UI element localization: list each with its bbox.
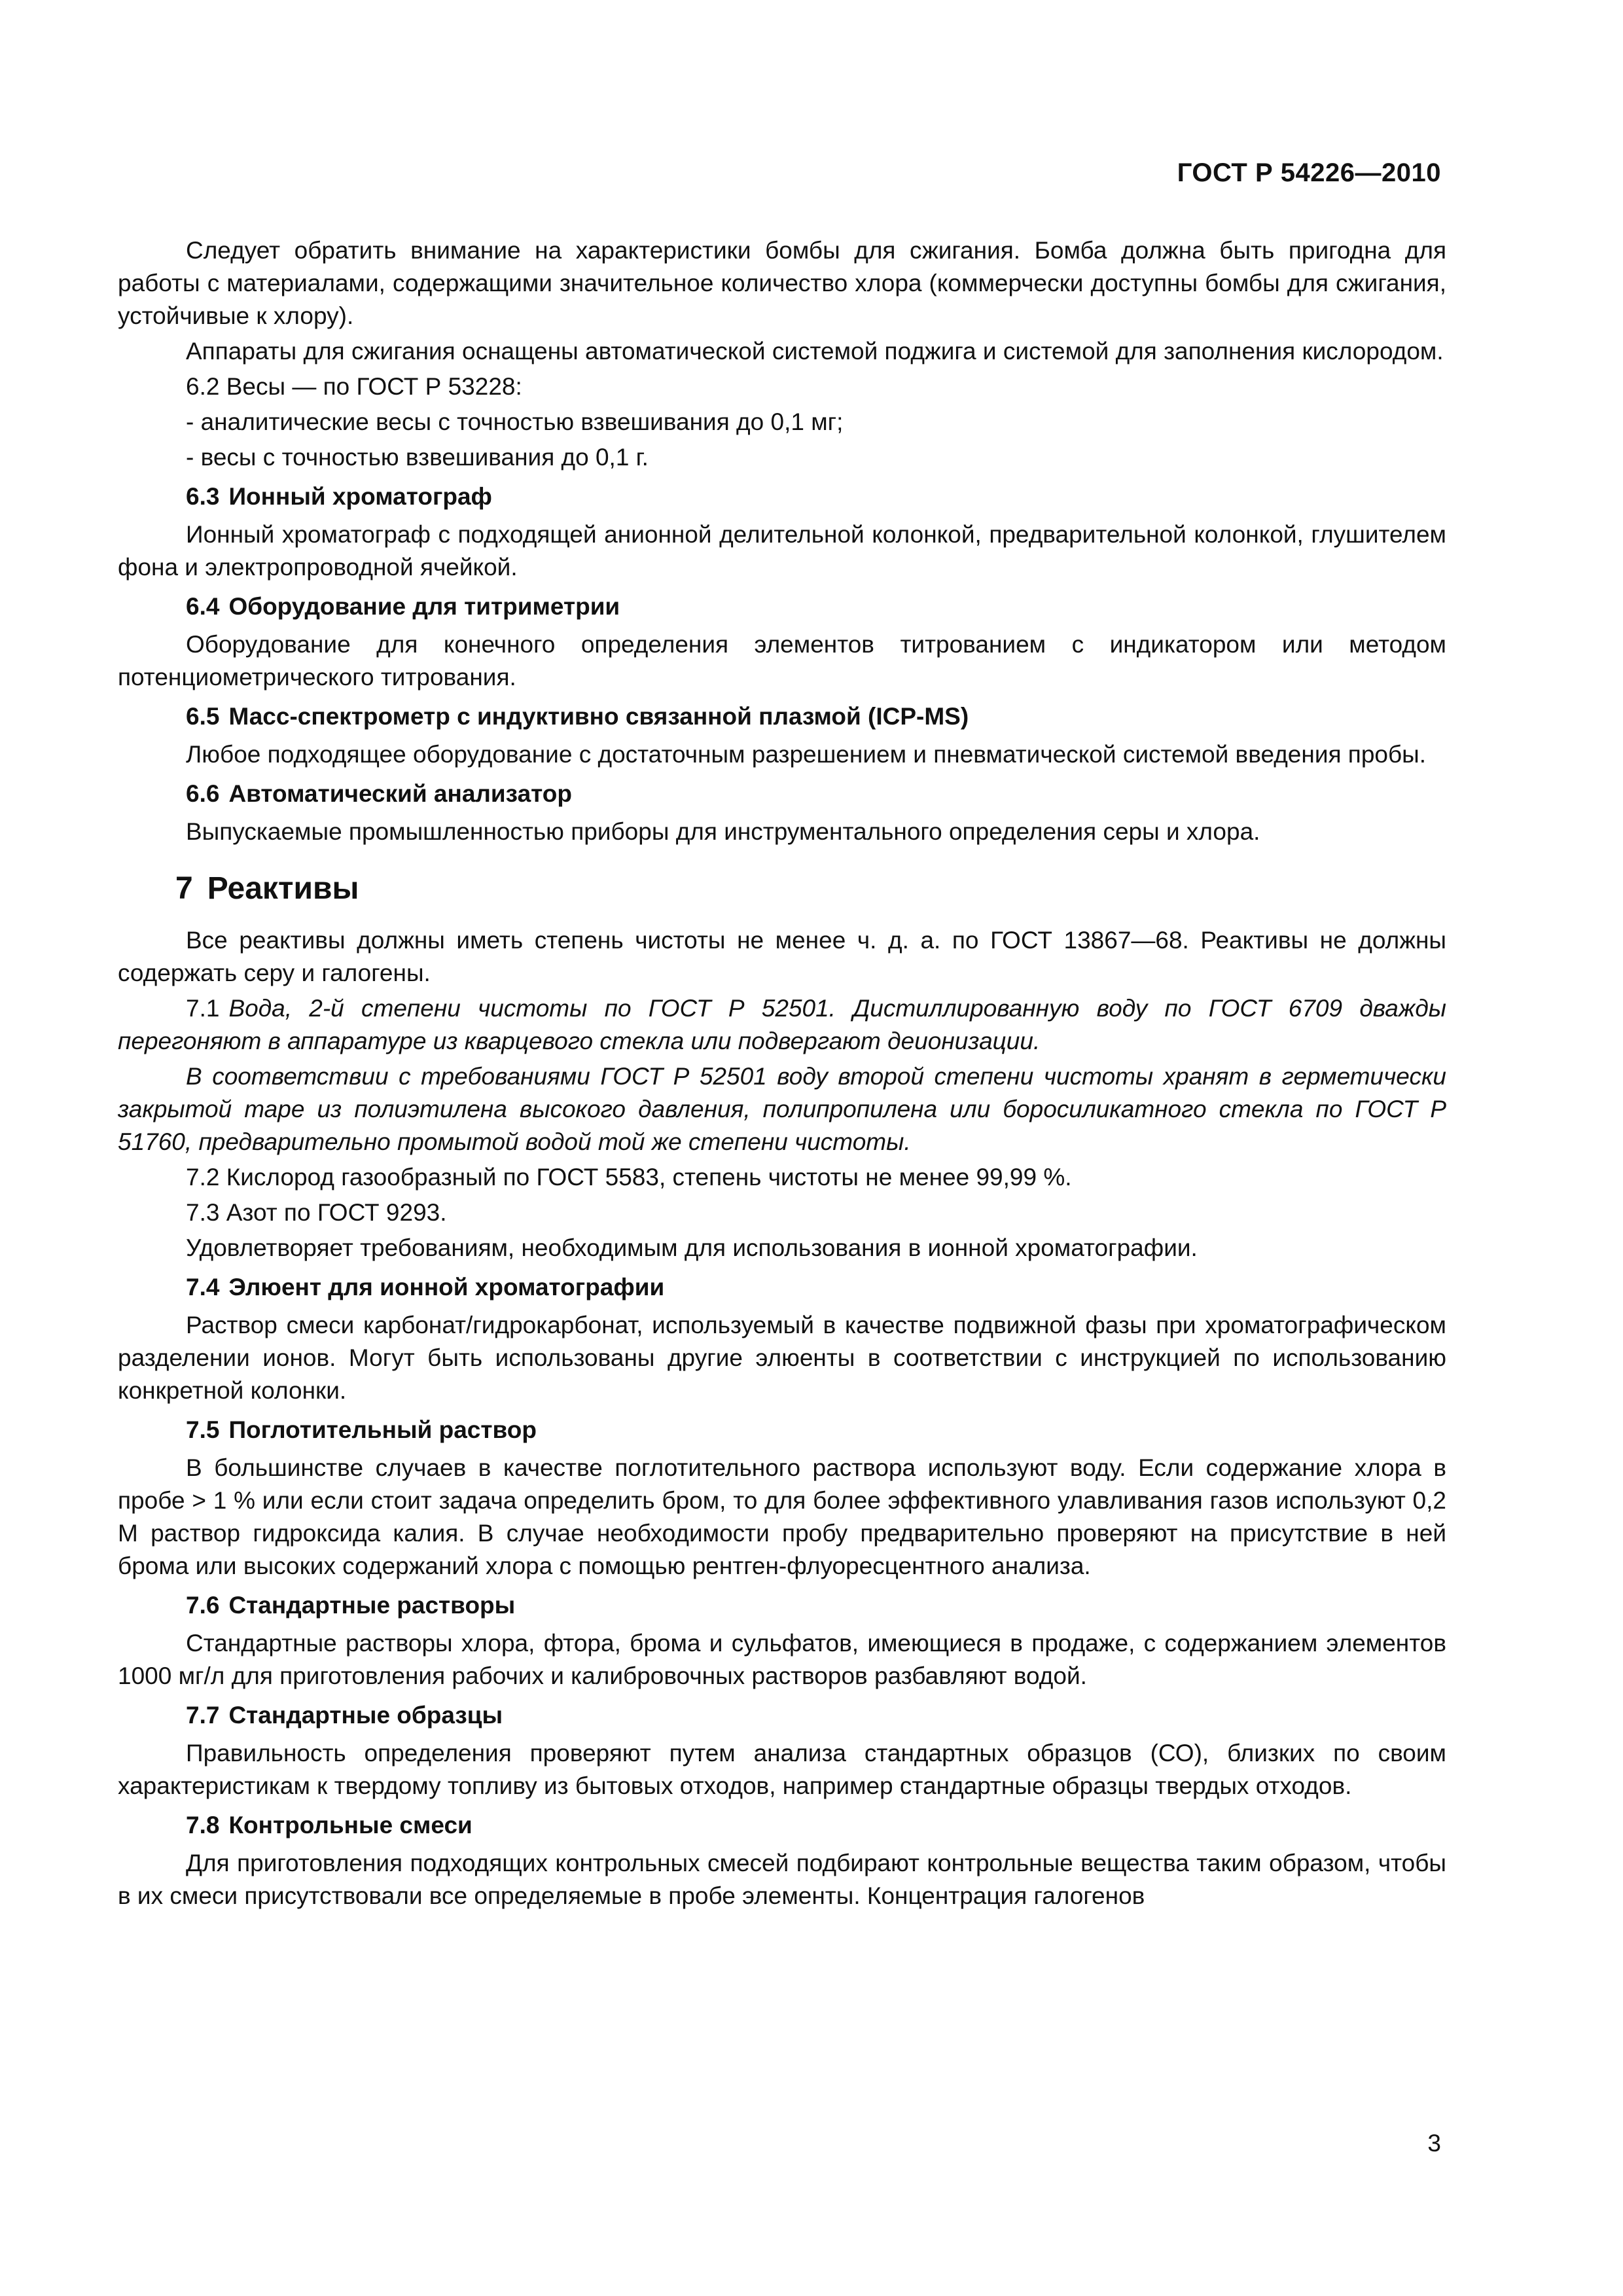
paragraph: В соответствии с требованиями ГОСТ Р 52501 воду второй степени чистоты хранят в герметически закрытой таре из полиэтилена высокого давления, полипропилена или боросиликатного стекла по ГОСТ Р 51760, предварительно промытой водой той же степени чистоты.: [118, 1063, 1446, 1155]
heading-text: Поглотительный раствор: [228, 1416, 537, 1443]
paragraph: Стандартные растворы хлора, фтора, брома и сульфатов, имеющиеся в продаже, с содержанием элементов 1000 мг/л для приготовления рабочих и калибровочных растворов разбавляют водой.: [118, 1630, 1446, 1689]
paragraph: - аналитические весы с точностью взвешивания до 0,1 мг;: [186, 408, 844, 435]
subsection-heading: [186, 778, 1446, 810]
heading-number: 6.3: [186, 483, 220, 510]
paragraph: Оборудование для конечного определения элементов титрованием с индикатором или методом потенциометрического титрования.: [118, 631, 1446, 691]
paragraph: Выпускаемые промышленностью приборы для инструментального определения серы и хлора.: [186, 818, 1260, 845]
heading-number: 7.5: [186, 1416, 220, 1443]
heading-text: Автоматический анализатор: [228, 780, 572, 807]
paragraph: Для приготовления подходящих контрольных смесей подбирают контрольные вещества таким образом, чтобы в их смеси присутствовали все определяемые в пробе элементы. Концентрация галогенов: [118, 1850, 1446, 1909]
clause-number: 7.1: [186, 995, 220, 1022]
paragraph: В большинстве случаев в качестве поглотительного раствора используют воду. Если содержание хлора в пробе > 1 % или если стоит задача определить бром, то для более эффективного улавливания газов используют 0,2 М раствор гидроксида калия. В случае необходимости пробу предварительно проверяют на присутствие в ней брома или высоких содержаний хлора с помощью рентген-флуоресцентного анализа.: [118, 1454, 1446, 1579]
paragraph: Следует обратить внимание на характеристики бомбы для сжигания. Бомба должна быть пригодна для работы с материалами, содержащими значительное количество хлора (коммерчески доступны бомбы для сжигания, устойчивые к хлору).: [118, 237, 1446, 329]
paragraph: Правильность определения проверяют путем анализа стандартных образцов (СО), близких по своим характеристикам к твердому топливу из бытовых отходов, например стандартные образцы твердых отходов.: [118, 1740, 1446, 1799]
heading-text: Ионный хроматограф: [228, 483, 492, 510]
page-number: 3: [1427, 2130, 1441, 2157]
subsection-heading: [186, 1809, 1446, 1842]
heading-number: 6.6: [186, 780, 220, 807]
heading-text: Стандартные образцы: [228, 1702, 503, 1729]
heading-text: Масс-спектрометр с индуктивно связанной плазмой (ICP-MS): [228, 703, 969, 730]
heading-number: 7.6: [186, 1592, 220, 1619]
heading-text: Контрольные смеси: [228, 1812, 473, 1839]
paragraph: Любое подходящее оборудование с достаточным разрешением и пневматической системой введения пробы.: [186, 741, 1427, 768]
section-heading: [175, 870, 1446, 907]
paragraph: 7.3 Азот по ГОСТ 9293.: [186, 1199, 447, 1226]
paragraph: Удовлетворяет требованиям, необходимым для использования в ионной хроматографии.: [186, 1234, 1198, 1261]
heading-number: 7.7: [186, 1702, 220, 1729]
paragraph: - весы с точностью взвешивания до 0,1 г.: [186, 444, 649, 471]
heading-text: Элюент для ионной хроматографии: [228, 1274, 665, 1300]
paragraph: Аппараты для сжигания оснащены автоматической системой поджига и системой для заполнения кислородом.: [186, 338, 1444, 365]
paragraph: Раствор смеси карбонат/гидрокарбонат, используемый в качестве подвижной фазы при хроматографическом разделении ионов. Могут быть использованы другие элюенты в соответствии с инструкцией по использованию конкретной колонки.: [118, 1312, 1446, 1404]
paragraph: 7.2 Кислород газообразный по ГОСТ 5583, степень чистоты не менее 99,99 %.: [186, 1164, 1072, 1191]
subsection-heading: [186, 700, 1446, 733]
subsection-heading: [186, 1414, 1446, 1446]
subsection-heading: [186, 1699, 1446, 1732]
heading-number: 6.5: [186, 703, 220, 730]
subsection-heading: [186, 1271, 1446, 1304]
heading-text: Стандартные растворы: [228, 1592, 516, 1619]
paragraph-text: Вода, 2-й степени чистоты по ГОСТ Р 52501. Дистиллированную воду по ГОСТ 6709 дважды перегоняют в аппаратуре из кварцевого стекла или подвергают деионизации.: [118, 995, 1446, 1054]
document-body: [118, 234, 1446, 1915]
heading-text: Реактивы: [207, 871, 359, 906]
heading-number: 7.4: [186, 1274, 220, 1300]
paragraph: Ионный хроматограф с подходящей анионной делительной колонкой, предварительной колонкой, глушителем фона и электропроводной ячейкой.: [118, 521, 1446, 581]
document-header: ГОСТ Р 54226—2010: [1177, 158, 1441, 187]
subsection-heading: [186, 480, 1446, 513]
heading-text: Оборудование для титриметрии: [228, 593, 620, 620]
subsection-heading: [186, 1589, 1446, 1622]
subsection-heading: [186, 590, 1446, 623]
heading-number: 7: [175, 871, 193, 906]
heading-number: 7.8: [186, 1812, 220, 1839]
paragraph: [118, 992, 1446, 1058]
paragraph: Все реактивы должны иметь степень чистоты не менее ч. д. а. по ГОСТ 13867—68. Реактивы не должны содержать серу и галогены.: [118, 927, 1446, 986]
paragraph: 6.2 Весы — по ГОСТ Р 53228:: [186, 373, 522, 400]
heading-number: 6.4: [186, 593, 220, 620]
